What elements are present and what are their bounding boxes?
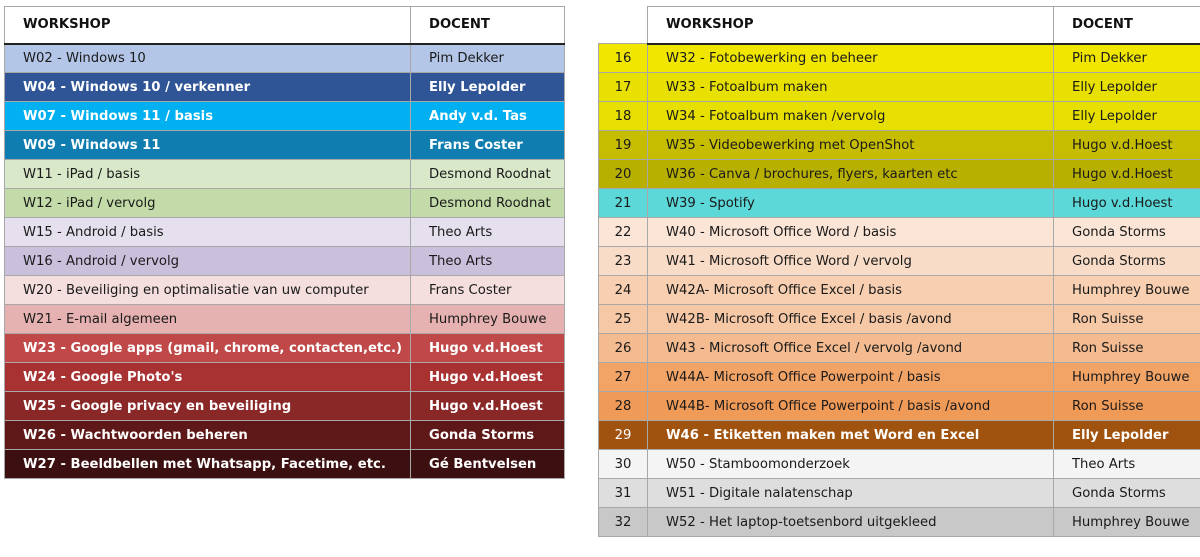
workshop-cell: W04 - Windows 10 / verkenner <box>5 73 411 102</box>
table-row <box>599 189 1200 218</box>
workshop-cell: W35 - Videobewerking met OpenShot <box>648 131 1054 160</box>
docent-cell: Ron Suisse <box>1054 305 1200 334</box>
table-row <box>599 44 1200 73</box>
table-row <box>599 363 1200 392</box>
docent-cell: Hugo v.d.Hoest <box>1054 189 1200 218</box>
docent-cell: Gonda Storms <box>1054 218 1200 247</box>
table-row <box>599 102 1200 131</box>
docent-cell: Elly Lepolder <box>1054 102 1200 131</box>
row-number: 31 <box>599 479 648 508</box>
table-row <box>5 218 565 247</box>
table-row <box>599 508 1200 537</box>
docent-cell: Elly Lepolder <box>1054 73 1200 102</box>
header-workshop: WORKSHOP <box>5 7 411 44</box>
docent-cell: Theo Arts <box>411 247 565 276</box>
docent-cell: Desmond Roodnat <box>411 160 565 189</box>
docent-cell: Theo Arts <box>411 218 565 247</box>
row-number: 22 <box>599 218 648 247</box>
workshop-cell: W36 - Canva / brochures, flyers, kaarten etc <box>648 160 1054 189</box>
workshop-cell: W51 - Digitale nalatenschap <box>648 479 1054 508</box>
table-row <box>599 276 1200 305</box>
workshop-cell: W41 - Microsoft Office Word / vervolg <box>648 247 1054 276</box>
workshop-cell: W42B- Microsoft Office Excel / basis /avond <box>648 305 1054 334</box>
table-row <box>5 44 565 73</box>
table-row <box>5 73 565 102</box>
workshop-cell: W27 - Beeldbellen met Whatsapp, Facetime, etc. <box>5 450 411 479</box>
workshop-cell: W21 - E-mail algemeen <box>5 305 411 334</box>
row-number: 26 <box>599 334 648 363</box>
workshop-cell: W16 - Android / vervolg <box>5 247 411 276</box>
workshop-cell: W23 - Google apps (gmail, chrome, contacten,etc.) <box>5 334 411 363</box>
row-number: 27 <box>599 363 648 392</box>
table-row <box>5 305 565 334</box>
table-row <box>599 479 1200 508</box>
docent-cell: Hugo v.d.Hoest <box>411 392 565 421</box>
docent-cell: Pim Dekker <box>1054 44 1200 73</box>
header-number-blank <box>599 7 648 44</box>
table-row <box>5 160 565 189</box>
header-docent: DOCENT <box>1054 7 1200 44</box>
workshop-cell: W50 - Stamboomonderzoek <box>648 450 1054 479</box>
docent-cell: Ron Suisse <box>1054 334 1200 363</box>
header-workshop: WORKSHOP <box>648 7 1054 44</box>
docent-cell: Gonda Storms <box>1054 247 1200 276</box>
row-number: 19 <box>599 131 648 160</box>
docent-cell: Humphrey Bouwe <box>1054 363 1200 392</box>
docent-cell: Hugo v.d.Hoest <box>1054 160 1200 189</box>
workshop-cell: W34 - Fotoalbum maken /vervolg <box>648 102 1054 131</box>
table-row <box>5 276 565 305</box>
table-row <box>5 189 565 218</box>
table-row <box>599 218 1200 247</box>
docent-cell: Desmond Roodnat <box>411 189 565 218</box>
docent-cell: Frans Coster <box>411 276 565 305</box>
workshop-cell: W39 - Spotify <box>648 189 1054 218</box>
docent-cell: Elly Lepolder <box>1054 421 1200 450</box>
table-row <box>5 450 565 479</box>
workshop-cell: W46 - Etiketten maken met Word en Excel <box>648 421 1054 450</box>
workshop-table-left <box>4 6 565 479</box>
workshop-cell: W09 - Windows 11 <box>5 131 411 160</box>
row-number: 21 <box>599 189 648 218</box>
table-row <box>5 247 565 276</box>
workshop-cell: W40 - Microsoft Office Word / basis <box>648 218 1054 247</box>
row-number: 30 <box>599 450 648 479</box>
table-row <box>5 363 565 392</box>
workshop-cell: W32 - Fotobewerking en beheer <box>648 44 1054 73</box>
row-number: 18 <box>599 102 648 131</box>
workshop-cell: W33 - Fotoalbum maken <box>648 73 1054 102</box>
workshop-cell: W20 - Beveiliging en optimalisatie van uw computer <box>5 276 411 305</box>
docent-cell: Frans Coster <box>411 131 565 160</box>
table-row <box>5 334 565 363</box>
table-row <box>5 131 565 160</box>
docent-cell: Hugo v.d.Hoest <box>411 363 565 392</box>
table-row <box>599 305 1200 334</box>
table-row <box>599 392 1200 421</box>
docent-cell: Humphrey Bouwe <box>1054 508 1200 537</box>
workshop-cell: W07 - Windows 11 / basis <box>5 102 411 131</box>
table-row <box>5 392 565 421</box>
table-row <box>599 247 1200 276</box>
workshop-cell: W43 - Microsoft Office Excel / vervolg /avond <box>648 334 1054 363</box>
row-number: 17 <box>599 73 648 102</box>
docent-cell: Gé Bentvelsen <box>411 450 565 479</box>
docent-cell: Andy v.d. Tas <box>411 102 565 131</box>
docent-cell: Gonda Storms <box>411 421 565 450</box>
table-row <box>599 160 1200 189</box>
workshop-cell: W02 - Windows 10 <box>5 44 411 73</box>
workshop-table-right <box>598 6 1200 537</box>
workshop-cell: W44A- Microsoft Office Powerpoint / basis <box>648 363 1054 392</box>
header-row <box>5 7 565 44</box>
workshop-cell: W26 - Wachtwoorden beheren <box>5 421 411 450</box>
row-number: 29 <box>599 421 648 450</box>
row-number: 20 <box>599 160 648 189</box>
table-row <box>599 450 1200 479</box>
row-number: 23 <box>599 247 648 276</box>
docent-cell: Pim Dekker <box>411 44 565 73</box>
docent-cell: Humphrey Bouwe <box>1054 276 1200 305</box>
table-row <box>5 421 565 450</box>
row-number: 32 <box>599 508 648 537</box>
row-number: 25 <box>599 305 648 334</box>
row-number: 28 <box>599 392 648 421</box>
workshop-cell: W52 - Het laptop-toetsenbord uitgekleed <box>648 508 1054 537</box>
table-row <box>599 131 1200 160</box>
table-row <box>599 334 1200 363</box>
workshop-cell: W42A- Microsoft Office Excel / basis <box>648 276 1054 305</box>
docent-cell: Theo Arts <box>1054 450 1200 479</box>
table-row <box>5 102 565 131</box>
workshop-cell: W44B- Microsoft Office Powerpoint / basis /avond <box>648 392 1054 421</box>
table-row <box>599 73 1200 102</box>
docent-cell: Hugo v.d.Hoest <box>411 334 565 363</box>
docent-cell: Humphrey Bouwe <box>411 305 565 334</box>
workshop-cell: W24 - Google Photo's <box>5 363 411 392</box>
row-number: 16 <box>599 44 648 73</box>
docent-cell: Ron Suisse <box>1054 392 1200 421</box>
table-row <box>599 421 1200 450</box>
header-docent: DOCENT <box>411 7 565 44</box>
docent-cell: Gonda Storms <box>1054 479 1200 508</box>
docent-cell: Hugo v.d.Hoest <box>1054 131 1200 160</box>
workshop-cell: W11 - iPad / basis <box>5 160 411 189</box>
workshop-cell: W12 - iPad / vervolg <box>5 189 411 218</box>
workshop-cell: W15 - Android / basis <box>5 218 411 247</box>
docent-cell: Elly Lepolder <box>411 73 565 102</box>
workshop-cell: W25 - Google privacy en beveiliging <box>5 392 411 421</box>
row-number: 24 <box>599 276 648 305</box>
header-row <box>599 7 1200 44</box>
